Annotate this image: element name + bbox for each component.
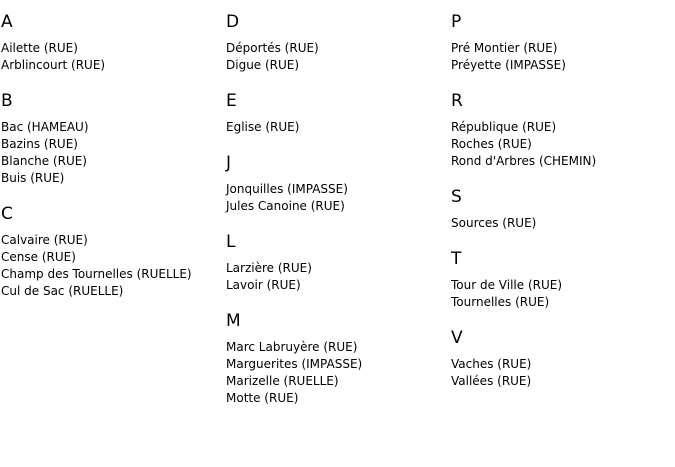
street-list	[1, 119, 221, 187]
street-list	[1, 232, 221, 300]
street-name: Préyette (IMPASSE)	[451, 58, 566, 72]
letter-heading: P	[451, 12, 462, 32]
street-name: Arblincourt (RUE)	[1, 58, 106, 72]
street-name: Déportés (RUE)	[226, 41, 319, 55]
street-name: Ailette (RUE)	[1, 41, 78, 55]
street-list	[451, 119, 671, 170]
letter-heading: V	[451, 328, 463, 348]
letter-heading: T	[451, 249, 462, 269]
street-name: Vallées (RUE)	[451, 374, 532, 388]
street-name: Jules Canoine (RUE)	[226, 199, 345, 213]
street-list	[226, 119, 446, 136]
letter-group	[1, 91, 221, 187]
street-name: Lavoir (RUE)	[226, 278, 301, 292]
letter-heading: S	[451, 187, 462, 207]
street-name: Buis (RUE)	[1, 171, 65, 185]
letter-group	[226, 12, 446, 74]
street-name: Cul de Sac (RUELLE)	[1, 284, 124, 298]
street-list	[226, 181, 446, 215]
street-list	[451, 277, 671, 311]
street-list	[451, 215, 671, 232]
letter-group	[451, 328, 671, 390]
street-name: Tournelles (RUE)	[451, 295, 550, 309]
street-name: Vaches (RUE)	[451, 357, 532, 371]
letter-heading: A	[1, 12, 13, 32]
street-name: Roches (RUE)	[451, 137, 532, 151]
letter-heading: J	[226, 153, 232, 173]
street-name: Sources (RUE)	[451, 216, 537, 230]
street-list	[226, 40, 446, 74]
street-name: Motte (RUE)	[226, 391, 299, 405]
letter-group	[451, 91, 671, 170]
street-name: Marizelle (RUELLE)	[226, 374, 339, 388]
street-name: Digue (RUE)	[226, 58, 300, 72]
street-index-column-3	[451, 12, 671, 390]
letter-group	[226, 91, 446, 136]
letter-group	[226, 311, 446, 407]
street-name: Pré Montier (RUE)	[451, 41, 558, 55]
street-index-column-2	[226, 12, 446, 407]
letter-group	[451, 187, 671, 232]
letter-group	[226, 232, 446, 294]
letter-heading: R	[451, 91, 463, 111]
street-list	[1, 40, 221, 74]
street-name: Bazins (RUE)	[1, 137, 78, 151]
street-name: Marguerites (IMPASSE)	[226, 357, 363, 371]
street-name: Marc Labruyère (RUE)	[226, 340, 358, 354]
street-name: République (RUE)	[451, 120, 557, 134]
street-name: Eglise (RUE)	[226, 120, 300, 134]
street-name: Blanche (RUE)	[1, 154, 87, 168]
letter-heading: L	[226, 232, 236, 252]
letter-group	[1, 204, 221, 300]
letter-group	[451, 12, 671, 74]
street-list	[226, 339, 446, 407]
street-name: Larzière (RUE)	[226, 261, 312, 275]
street-list	[226, 260, 446, 294]
street-index-column-1	[1, 12, 221, 300]
street-name: Calvaire (RUE)	[1, 233, 88, 247]
letter-group	[1, 12, 221, 74]
letter-group	[226, 153, 446, 215]
street-list	[451, 356, 671, 390]
street-name: Bac (HAMEAU)	[1, 120, 89, 134]
street-list	[451, 40, 671, 74]
street-name: Jonquilles (IMPASSE)	[226, 182, 348, 196]
street-name: Cense (RUE)	[1, 250, 76, 264]
street-name: Rond d'Arbres (CHEMIN)	[451, 154, 597, 168]
letter-heading: D	[226, 12, 240, 32]
letter-group	[451, 249, 671, 311]
letter-heading: C	[1, 204, 13, 224]
street-name: Tour de Ville (RUE)	[451, 278, 563, 292]
letter-heading: E	[226, 91, 237, 111]
letter-heading: B	[1, 91, 13, 111]
street-name: Champ des Tournelles (RUELLE)	[1, 267, 192, 281]
letter-heading: M	[226, 311, 241, 331]
